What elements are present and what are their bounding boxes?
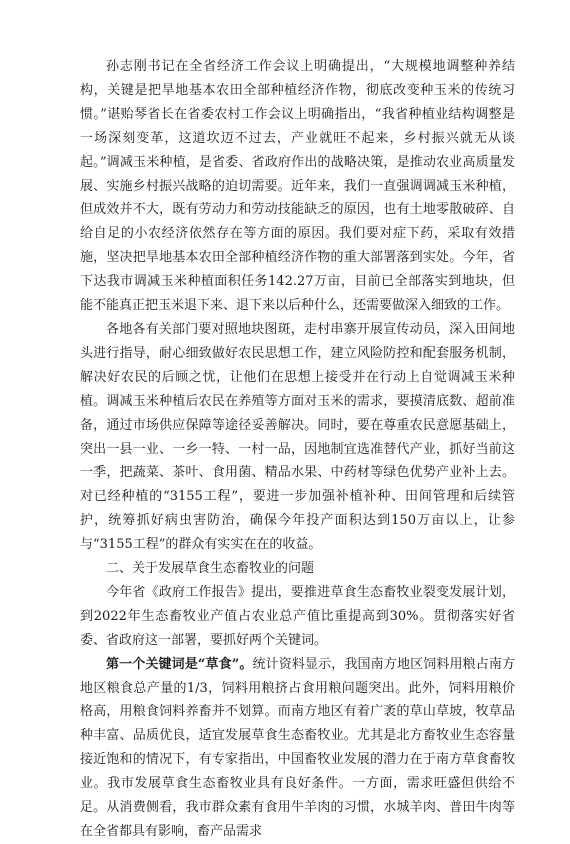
paragraph-3: 今年省《政府工作报告》提出，要推进草食生态畜牧业裂变发展计划，到2022年生态畜牧业产值占农业总产值比重提高到30%。贯彻落实好省委、省政府这一部署，要抓好两个关键词。 — [80, 584, 515, 648]
paragraph-4-text: 统计资料显示，我国南方地区饲料用粮占南方地区粮食总产量的1/3，饲料用粮挤占食用粮问题突出。此外，饲料用粮价格高，用粮食饲料养畜并不划算。而南方地区有着广袤的草山草坡，牧草品种丰富、品质优良，适宜发展草食生态畜牧业。尤其是北方畜牧业生态容量接近饱和的情况下，有专家指出，中国畜牧业发展的潜力在于南方草食畜牧业。我市发展草食生态畜牧业具有良好条件。一方面，需求旺盛但供给不足。从消费侧看，我市群众素有食用牛羊肉的习惯，水城羊肉、普田牛肉等在全省都具有影响，畜产品需求 — [80, 656, 515, 839]
keyword-lead: 第一个关键词是“草食”。 — [106, 656, 253, 672]
paragraph-1: 孙志刚书记在全省经济工作会议上明确提出，“大规模地调整种养结构，关键是把旱地基本农田全部种植经济作物，彻底改变种玉米的传统习惯。”谌贻琴省长在省委农村工作会议上明确指出，“我省种植业结构调整是一场深刻变革，这道坎迈不过去，产业就旺不起来，乡村振兴就无从谈起。”调减玉米种植，是省委、省政府作出的战略决策，是推动农业高质量发展、实施乡村振兴战略的迫切需要。近年来，我们一直强调调减玉米种植，但成效并不大，既有劳动力和劳动技能缺乏的原因，也有土地零散破碎、自给自足的小农经济依然存在等方面的原因。我们要对症下药，采取有效措施，坚决把旱地基本农田全部种植经济作物的重大部署落到实处。今年，省下达我市调减玉米种植面积任务142.27万亩，目前已全部落实到地块，但能不能真正把玉米退下来、退下来以后种什么，还需要做深入细致的工作。 — [80, 59, 515, 314]
section-heading: 二、关于发展草食生态畜牧业的问题 — [106, 561, 315, 577]
paragraph-2: 各地各有关部门要对照地块图斑，走村串寨开展宣传动员，深入田间地头进行指导，耐心细致做好农民思想工作，建立风险防控和配套服务机制，解决好农民的后顾之忧，让他们在思想上接受并在行动上自觉调减玉米种植。调减玉米种植后农民在养殖等方面对玉米的需求，要摸清底数、超前准备，通过市场供应保障等途径妥善解决。同时，要在尊重农民意愿基础上，突出一县一业、一乡一特、一村一品，因地制宜选准替代产业，抓好当前这一季，把蔬菜、茶叶、食用菌、精品水果、中药材等绿色优势产业补上去。对已经种植的“3155工程”，要进一步加强补植补种、田间管理和后续管护，统筹抓好病虫害防治，确保今年投产面积达到150万亩以上，让参与“3155工程”的群众有实实在在的收益。 — [80, 321, 515, 553]
paragraph-4 — [80, 653, 515, 844]
document-body — [80, 55, 515, 844]
